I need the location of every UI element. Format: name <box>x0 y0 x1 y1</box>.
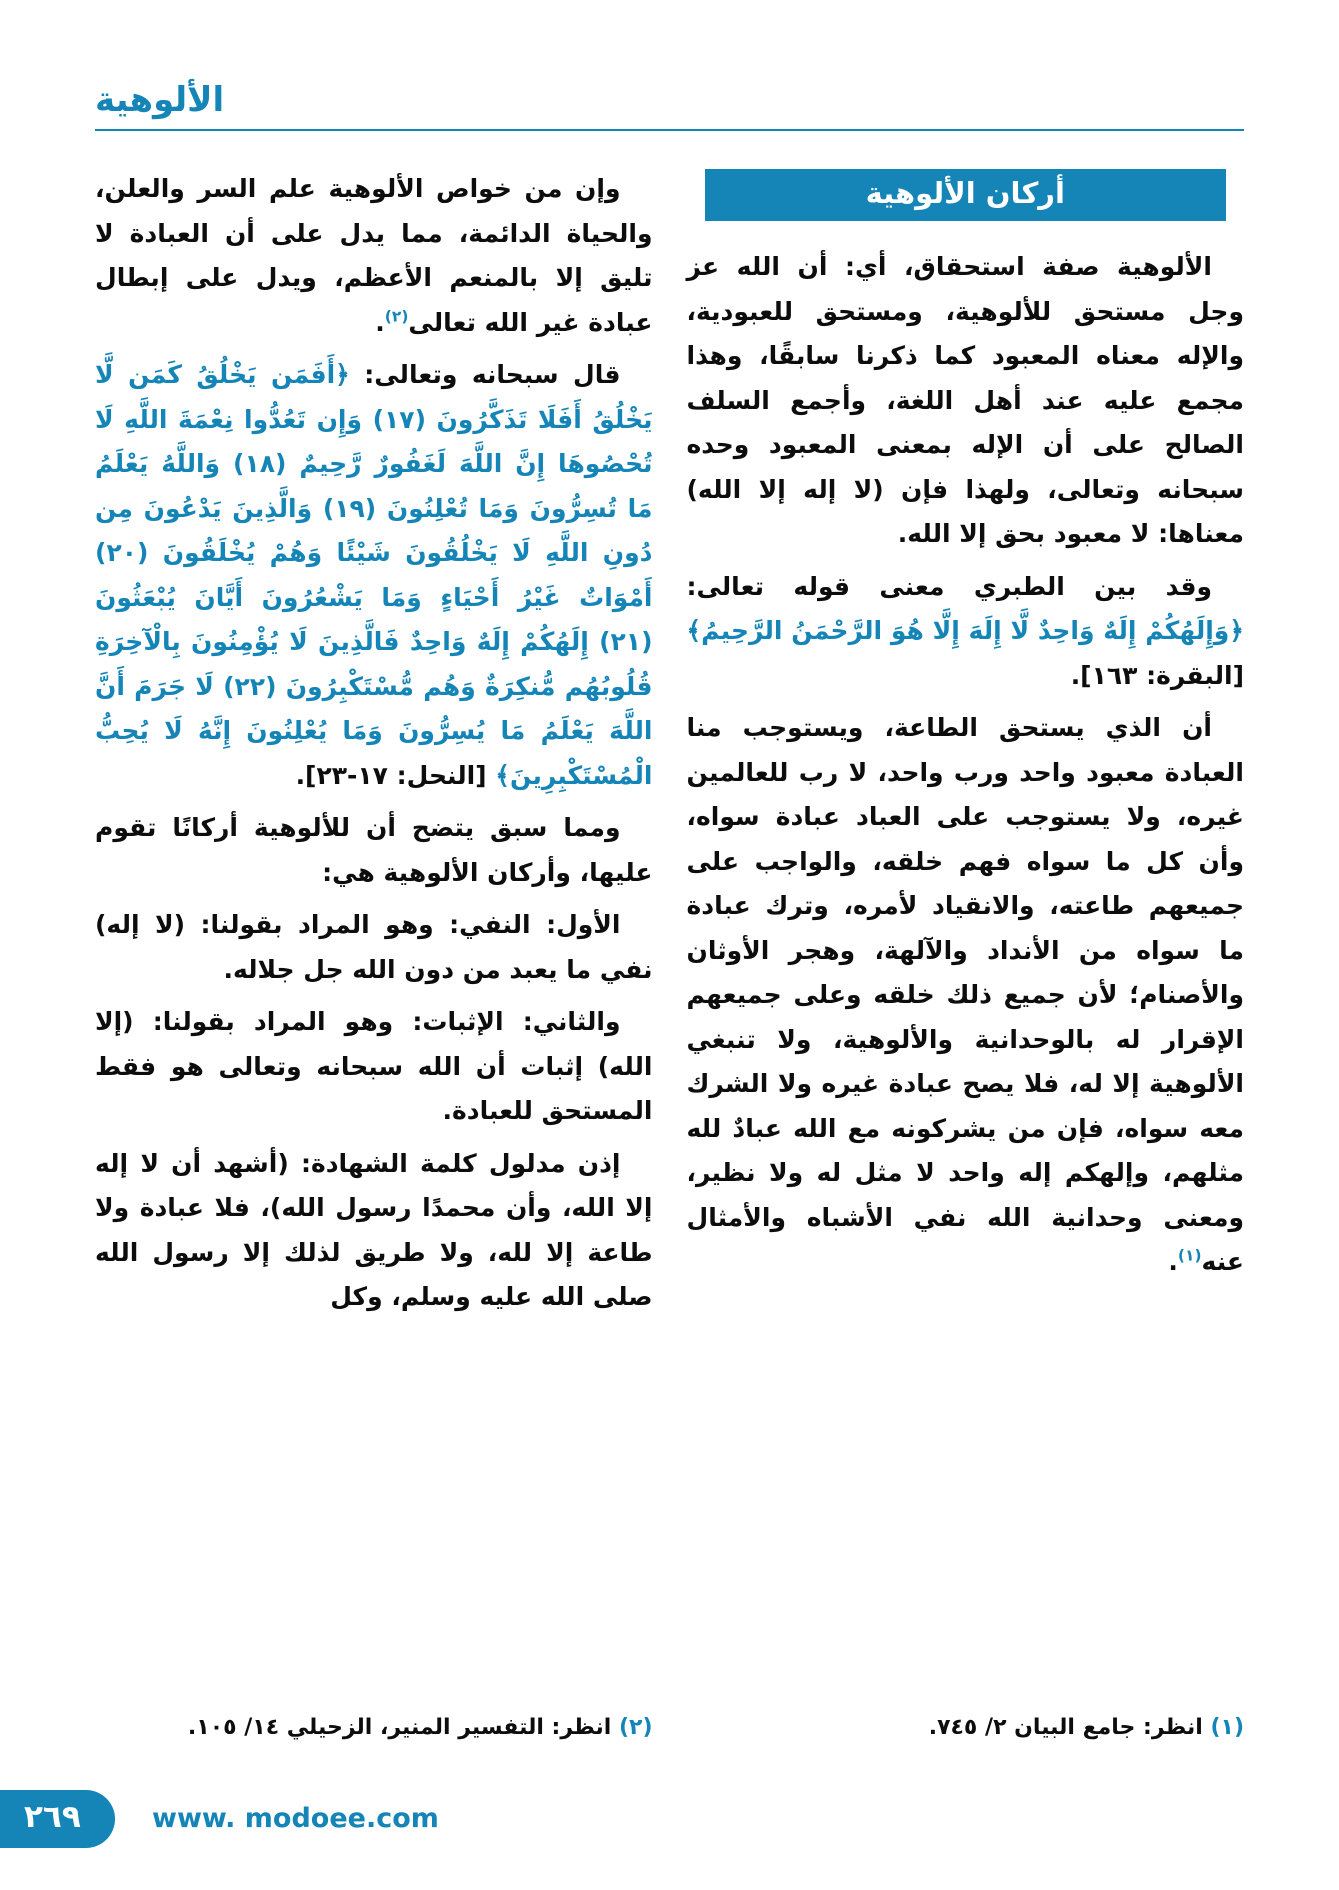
text-run: . <box>1168 1247 1178 1277</box>
paragraph <box>95 353 653 798</box>
paragraph <box>95 903 653 992</box>
paragraph <box>95 1142 653 1320</box>
footnote-number: (١) <box>1210 1715 1244 1740</box>
text-run: . <box>375 307 385 337</box>
text-run: وإن من خواص الألوهية علم السر والعلن، والحياة الدائمة، مما يدل على أن العبادة لا تليق إلا بالمنعم الأعظم، ويدل على إبطال عبادة غير الله تعالى <box>95 174 653 337</box>
paragraph <box>687 706 1245 1285</box>
page-number-tab: ٢٦٩ <box>0 1790 115 1848</box>
paragraph <box>95 806 653 895</box>
text-run: الألوهية صفة استحقاق، أي: أن الله عز وجل مستحق للألوهية، ومستحق للعبودية، والإله معناه المعبود كما ذكرنا سابقًا، وهذا مجمع عليه عند أهل اللغة، وأجمع السلف الصالح على أن الإله بمعنى المعبود وحده سبحانه وتعالى، ولهذا فإن (لا إله إلا الله) معناها: لا معبود بحق إلا الله. <box>686 252 1244 549</box>
text-run: وقد بين الطبري معنى قوله تعالى: <box>686 571 1212 601</box>
paragraph <box>687 565 1245 699</box>
text-run: إذن مدلول كلمة الشهادة: (أشهد أن لا إله إلا الله، وأن محمدًا رسول الله)، فلا عبادة ولا طاعة إلا لله، ولا طريق لذلك إلا رسول الله صلى الله عليه وسلم، وكل <box>95 1148 653 1312</box>
section-header-banner: أركان الألوهية <box>705 169 1227 221</box>
website-link[interactable]: www. modoee.com <box>152 1803 439 1834</box>
footnote-2 <box>95 1715 653 1740</box>
paragraph <box>95 167 653 345</box>
footnote-marker: (٢) <box>384 307 409 326</box>
footnote-number: (٢) <box>618 1715 653 1740</box>
quran-verse: ﴿وَإِلَهُكُمْ إِلَهٌ وَاحِدٌ لَّا إِلَهَ إِلَّا هُوَ الرَّحْمَنُ الرَّحِيمُ﴾ <box>686 616 1244 646</box>
text-run: ومما سبق يتضح أن للألوهية أركانًا تقوم عليها، وأركان الألوهية هي: <box>95 813 653 887</box>
verse-reference: [البقرة: ١٦٣]. <box>1070 660 1244 690</box>
footnote-1 <box>687 1715 1245 1740</box>
footnote-marker: (١) <box>1177 1247 1202 1266</box>
verse-reference: [النحل: ١٧-٢٣]. <box>295 760 487 790</box>
footnote-text: انظر: التفسير المنير، الزحيلي ١٤/ ١٠٥. <box>187 1715 612 1740</box>
right-column <box>687 167 1245 1293</box>
footnote-text: انظر: جامع البيان ٢/ ٧٤٥. <box>928 1715 1203 1740</box>
paragraph <box>95 1000 653 1134</box>
paragraph <box>687 245 1245 557</box>
page-header <box>0 0 1339 131</box>
two-column-body <box>0 131 1339 1328</box>
text-run: قال سبحانه وتعالى: <box>364 360 621 390</box>
text-run: والثاني: الإثبات: وهو المراد بقولنا: (إلا الله) إثبات أن الله سبحانه وتعالى هو فقط المستحق للعبادة. <box>95 1007 653 1126</box>
text-run: أن الذي يستحق الطاعة، ويستوجب منا العبادة معبود واحد ورب واحد، لا رب للعالمين غيره، ولا يستوجب على العباد عبادة سواه، وأن كل ما سواه فهم خلقه، والواجب على جميعهم طاعته، والانقياد لأمره، وترك عبادة ما سواه من الأنداد والآلهة، وهجر الأوثان والأصنام؛ لأن جميع ذلك خلقه وعلى جميعهم الإقرار له بالوحدانية والألوهية، ولا تنبغي الألوهية إلا له، فلا يصح عبادة غيره ولا الشرك معه سواه، فإن من يشركونه مع الله عبادٌ لله مثلهم، وإلهكم إله واحد لا مثل له ولا نظير، ومعنى وحدانية الله نفي الأشباه والأمثال عنه <box>686 713 1244 1277</box>
left-column <box>95 167 653 1328</box>
quran-verse: ﴿أَفَمَن يَخْلُقُ كَمَن لَّا يَخْلُقُ أَفَلَا تَذَكَّرُونَ (١٧) وَإِن تَعُدُّوا نِعْمَةَ اللَّهِ لَا تُحْصُوهَا إِنَّ اللَّهَ لَغَفُورٌ رَّحِيمٌ (١٨) وَاللَّهُ يَعْلَمُ مَا تُسِرُّونَ وَمَا تُعْلِنُونَ (١٩) وَالَّذِينَ يَدْعُونَ مِن دُونِ اللَّهِ لَا يَخْلُقُونَ شَيْئًا وَهُمْ يُخْلَقُونَ (٢٠) أَمْوَاتٌ غَيْرُ أَحْيَاءٍ وَمَا يَشْعُرُونَ أَيَّانَ يُبْعَثُونَ (٢١) إِلَهُكُمْ إِلَهٌ وَاحِدٌ فَالَّذِينَ لَا يُؤْمِنُونَ بِالْآخِرَةِ قُلُوبُهُم مُّنكِرَةٌ وَهُم مُّسْتَكْبِرُونَ (٢٢) لَا جَرَمَ أَنَّ اللَّهَ يَعْلَمُ مَا يُسِرُّونَ وَمَا يُعْلِنُونَ إِنَّهُ لَا يُحِبُّ الْمُسْتَكْبِرِينَ﴾ <box>95 360 653 790</box>
running-head-title: الألوهية <box>95 80 225 120</box>
footnotes <box>95 1715 1244 1740</box>
text-run: الأول: النفي: وهو المراد بقولنا: (لا إله) نفي ما يعبد من دون الله جل جلاله. <box>95 910 653 984</box>
